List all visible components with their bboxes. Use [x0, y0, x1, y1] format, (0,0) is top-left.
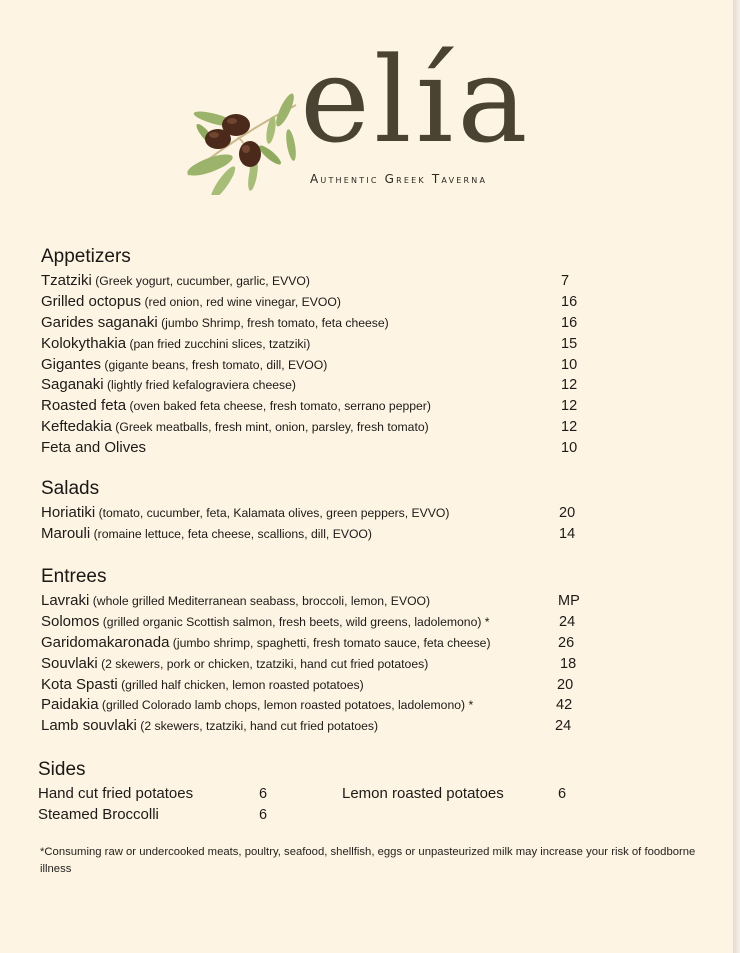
item-desc: (grilled organic Scottish salmon, fresh beets, wild greens, ladolemono) * — [99, 614, 490, 629]
item-name: Hand cut fried potatoes — [38, 785, 194, 802]
item-name: Steamed Broccolli — [38, 806, 159, 823]
item-price: 42 — [556, 697, 573, 714]
item-name: Paidakia — [41, 696, 99, 714]
item-desc: (gigante beans, fresh tomato, dill, EVOO) — [101, 357, 328, 372]
menu-item — [41, 654, 601, 675]
item-desc: (jumbo shrimp, spaghetti, fresh tomato sauce, feta cheese) — [169, 635, 491, 650]
item-desc: (tomato, cucumber, feta, Kalamata olives, green peppers, EVVO) — [95, 506, 450, 520]
item-price: 12 — [561, 377, 578, 394]
item-price: 6 — [558, 786, 567, 802]
item-name: Garidomakaronada — [41, 633, 170, 651]
menu-item — [41, 271, 601, 292]
menu-item — [41, 612, 601, 633]
item-price: 10 — [561, 356, 578, 373]
item-name: Roasted feta — [41, 397, 127, 415]
item-price: 14 — [559, 525, 576, 542]
section-title: Sides — [38, 759, 86, 780]
item-desc: (jumbo Shrimp, fresh tomato, feta cheese) — [157, 315, 389, 330]
section-title: Entrees — [41, 566, 107, 587]
section-entrees — [41, 566, 601, 737]
menu-item — [41, 417, 601, 438]
item-price: 10 — [561, 440, 578, 457]
item-desc: (grilled Colorado lamb chops, lemon roasted potatoes, ladolemono) * — [98, 698, 474, 713]
item-name: Feta and Olives — [41, 439, 147, 457]
section-salads — [41, 478, 601, 545]
item-desc: (lightly fried kefalograviera cheese) — [103, 378, 296, 393]
item-name: Horiatiki — [41, 504, 96, 521]
item-name: Keftedakia — [41, 418, 112, 436]
item-name: Souvlaki — [41, 654, 98, 672]
menu-item — [41, 503, 601, 524]
item-price: 16 — [561, 314, 578, 331]
menu-item — [41, 313, 601, 334]
item-desc: (Greek yogurt, cucumber, garlic, EVVO) — [91, 274, 310, 288]
logo-wordmark: elía — [300, 31, 532, 169]
item-price: 20 — [557, 676, 574, 693]
olive-branch-icon — [178, 75, 303, 195]
item-desc: (pan fried zucchini slices, tzatziki) — [126, 336, 311, 351]
item-desc: (2 skewers, pork or chicken, tzatziki, hand cut fried potatoes) — [97, 656, 429, 671]
item-name: Lavraki — [41, 592, 90, 609]
menu-item — [41, 716, 601, 737]
item-name: Marouli — [41, 524, 91, 542]
item-name: Garides saganaki — [41, 313, 158, 331]
section-title: Appetizers — [41, 246, 131, 267]
menu-item — [342, 784, 582, 805]
item-price: 24 — [559, 613, 576, 630]
footnote-disclaimer: *Consuming raw or undercooked meats, poultry, seafood, shellfish, eggs or unpasteurized milk may increase your risk of foodborne illness — [40, 846, 696, 875]
item-desc: (whole grilled Mediterranean seabass, broccoli, lemon, EVOO) — [89, 594, 431, 608]
item-name: Kolokythakia — [41, 334, 127, 352]
section-title: Salads — [41, 478, 100, 499]
page-edge — [733, 0, 740, 953]
item-price: 20 — [559, 505, 576, 521]
menu-item — [41, 334, 601, 355]
item-desc: (oven baked feta cheese, fresh tomato, serrano pepper) — [126, 399, 431, 414]
menu-item — [41, 591, 601, 612]
menu-item — [41, 633, 601, 654]
menu-item — [41, 695, 601, 716]
item-name: Kota Spasti — [41, 675, 118, 693]
menu-item — [41, 292, 601, 313]
item-desc: (Greek meatballs, fresh mint, onion, parsley, fresh tomato) — [111, 420, 429, 435]
item-price: MP — [558, 593, 580, 609]
item-name: Solomos — [41, 612, 100, 630]
item-name: Grilled octopus — [41, 292, 142, 310]
item-name: Lemon roasted potatoes — [342, 785, 504, 802]
item-desc: (romaine lettuce, feta cheese, scallions, dill, EVOO) — [90, 526, 372, 541]
item-price: 16 — [561, 293, 578, 310]
item-desc: (red onion, red wine vinegar, EVOO) — [141, 294, 341, 309]
menu-item — [41, 675, 601, 696]
item-price: 12 — [561, 398, 578, 415]
item-name: Saganaki — [41, 376, 104, 394]
item-price: 12 — [561, 419, 578, 436]
section-appetizers — [41, 246, 601, 459]
item-price: 7 — [561, 273, 570, 289]
item-price: 18 — [560, 655, 577, 672]
item-price: 6 — [259, 807, 268, 823]
menu-item — [41, 355, 601, 376]
logo-tagline: Authentic Greek Taverna — [310, 172, 488, 186]
item-name: Gigantes — [41, 355, 102, 373]
menu-item — [41, 396, 601, 417]
item-price: 26 — [558, 634, 575, 651]
menu-item — [41, 524, 601, 545]
menu-item — [41, 438, 601, 459]
restaurant-logo — [178, 31, 568, 195]
item-desc: (2 skewers, tzatziki, hand cut fried potatoes) — [136, 719, 379, 734]
item-price: 6 — [259, 786, 268, 802]
item-name: Tzatziki — [41, 272, 92, 289]
item-name: Lamb souvlaki — [41, 717, 137, 735]
menu-item — [38, 805, 598, 826]
item-desc: (grilled half chicken, lemon roasted potatoes) — [117, 677, 364, 692]
item-price: 24 — [555, 718, 572, 735]
item-price: 15 — [561, 335, 578, 352]
menu-item — [41, 375, 601, 396]
section-sides — [38, 759, 598, 826]
